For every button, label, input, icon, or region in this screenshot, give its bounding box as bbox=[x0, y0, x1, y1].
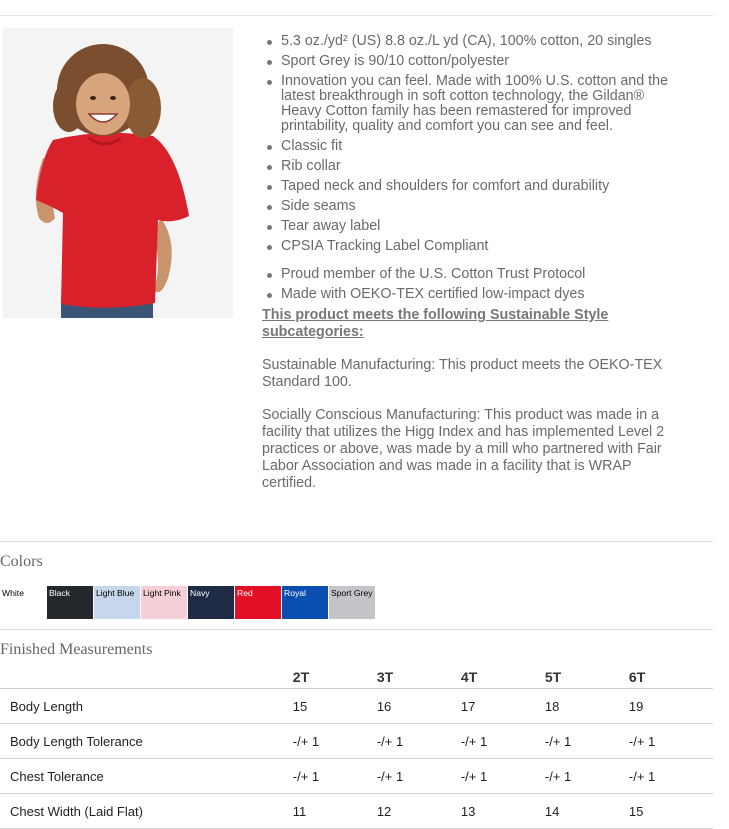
measurement-value: 12 bbox=[377, 794, 461, 829]
color-swatch-red[interactable]: Red bbox=[235, 586, 281, 619]
color-swatch-navy[interactable]: Navy bbox=[188, 586, 234, 619]
measurement-value: -/+ 1 bbox=[629, 759, 713, 794]
size-header: 5T bbox=[545, 662, 629, 689]
measurement-value: 17 bbox=[461, 689, 545, 724]
measurement-label: Chest Width (Laid Flat) bbox=[0, 794, 293, 829]
measurement-value: -/+ 1 bbox=[461, 759, 545, 794]
measurement-value: -/+ 1 bbox=[461, 724, 545, 759]
measurement-label: Body Length bbox=[0, 689, 293, 724]
measurement-value: -/+ 1 bbox=[377, 759, 461, 794]
measurement-value: -/+ 1 bbox=[629, 724, 713, 759]
feature-item: CPSIA Tracking Label Compliant bbox=[281, 239, 682, 254]
measurements-heading: Finished Measurements bbox=[0, 641, 153, 658]
color-swatch-light-pink[interactable]: Light Pink bbox=[141, 586, 187, 619]
feature-item: 5.3 oz./yd² (US) 8.8 oz./L yd (CA), 100% cotton, 20 singles bbox=[281, 34, 682, 49]
features-list bbox=[262, 34, 682, 254]
feature-item: Proud member of the U.S. Cotton Trust Protocol bbox=[281, 267, 682, 282]
table-row bbox=[0, 794, 713, 829]
child-in-red-tshirt-image bbox=[3, 28, 233, 318]
feature-item: Tear away label bbox=[281, 219, 682, 234]
table-row bbox=[0, 759, 713, 794]
colors-divider bbox=[0, 541, 713, 542]
table-row bbox=[0, 689, 713, 724]
header-label-cell bbox=[0, 662, 293, 689]
feature-item: Innovation you can feel. Made with 100% U.S. cotton and the latest breakthrough in soft cotton technology, the Gildan® Heavy Cotton family has been remastered for improved printability, quality and comfort you can see and feel. bbox=[281, 74, 682, 134]
socially-conscious-text: Socially Conscious Manufacturing: This product was made in a facility that utilizes the Higg Index and has implemented Level 2 practices or above, was made by a mill who partnered with Fair Labor Association and was made in a facility that is WRAP certified. bbox=[262, 407, 665, 491]
product-photo bbox=[3, 28, 233, 318]
measurement-value: 19 bbox=[629, 689, 713, 724]
feature-item: Made with OEKO-TEX certified low-impact dyes bbox=[281, 287, 682, 302]
measurement-value: -/+ 1 bbox=[545, 724, 629, 759]
color-swatch-light-blue[interactable]: Light Blue bbox=[94, 586, 140, 619]
feature-item: Side seams bbox=[281, 199, 682, 214]
size-header: 3T bbox=[377, 662, 461, 689]
feature-item: Sport Grey is 90/10 cotton/polyester bbox=[281, 54, 682, 69]
size-header: 6T bbox=[629, 662, 713, 689]
measurement-value: 16 bbox=[377, 689, 461, 724]
measurement-value: 13 bbox=[461, 794, 545, 829]
measurements-table bbox=[0, 662, 713, 829]
color-swatches bbox=[0, 586, 376, 619]
measurement-value: 11 bbox=[293, 794, 377, 829]
feature-item: Classic fit bbox=[281, 139, 682, 154]
measurement-value: 15 bbox=[293, 689, 377, 724]
sustainable-style-heading: This product meets the following Sustainable Style subcategories: bbox=[262, 307, 609, 340]
table-row bbox=[0, 724, 713, 759]
color-swatch-white[interactable]: White bbox=[0, 586, 46, 619]
sustainable-manufacturing-text: Sustainable Manufacturing: This product meets the OEKO-TEX Standard 100. bbox=[262, 357, 663, 390]
measurement-value: -/+ 1 bbox=[545, 759, 629, 794]
colors-heading: Colors bbox=[0, 553, 43, 570]
measurement-label: Chest Tolerance bbox=[0, 759, 293, 794]
feature-item: Taped neck and shoulders for comfort and durability bbox=[281, 179, 682, 194]
product-details bbox=[262, 34, 682, 492]
measurement-value: -/+ 1 bbox=[293, 724, 377, 759]
size-header: 4T bbox=[461, 662, 545, 689]
measurement-label: Body Length Tolerance bbox=[0, 724, 293, 759]
feature-item: Rib collar bbox=[281, 159, 682, 174]
color-swatch-black[interactable]: Black bbox=[47, 586, 93, 619]
features-list-secondary bbox=[262, 267, 682, 302]
table-header-row bbox=[0, 662, 713, 689]
measurement-value: -/+ 1 bbox=[377, 724, 461, 759]
measurement-value: 15 bbox=[629, 794, 713, 829]
size-header: 2T bbox=[293, 662, 377, 689]
measurement-value: 14 bbox=[545, 794, 629, 829]
measurement-value: -/+ 1 bbox=[293, 759, 377, 794]
top-divider bbox=[0, 15, 713, 16]
measurements-divider bbox=[0, 629, 713, 630]
color-swatch-royal[interactable]: Royal bbox=[282, 586, 328, 619]
color-swatch-sport-grey[interactable]: Sport Grey bbox=[329, 586, 375, 619]
measurement-value: 18 bbox=[545, 689, 629, 724]
